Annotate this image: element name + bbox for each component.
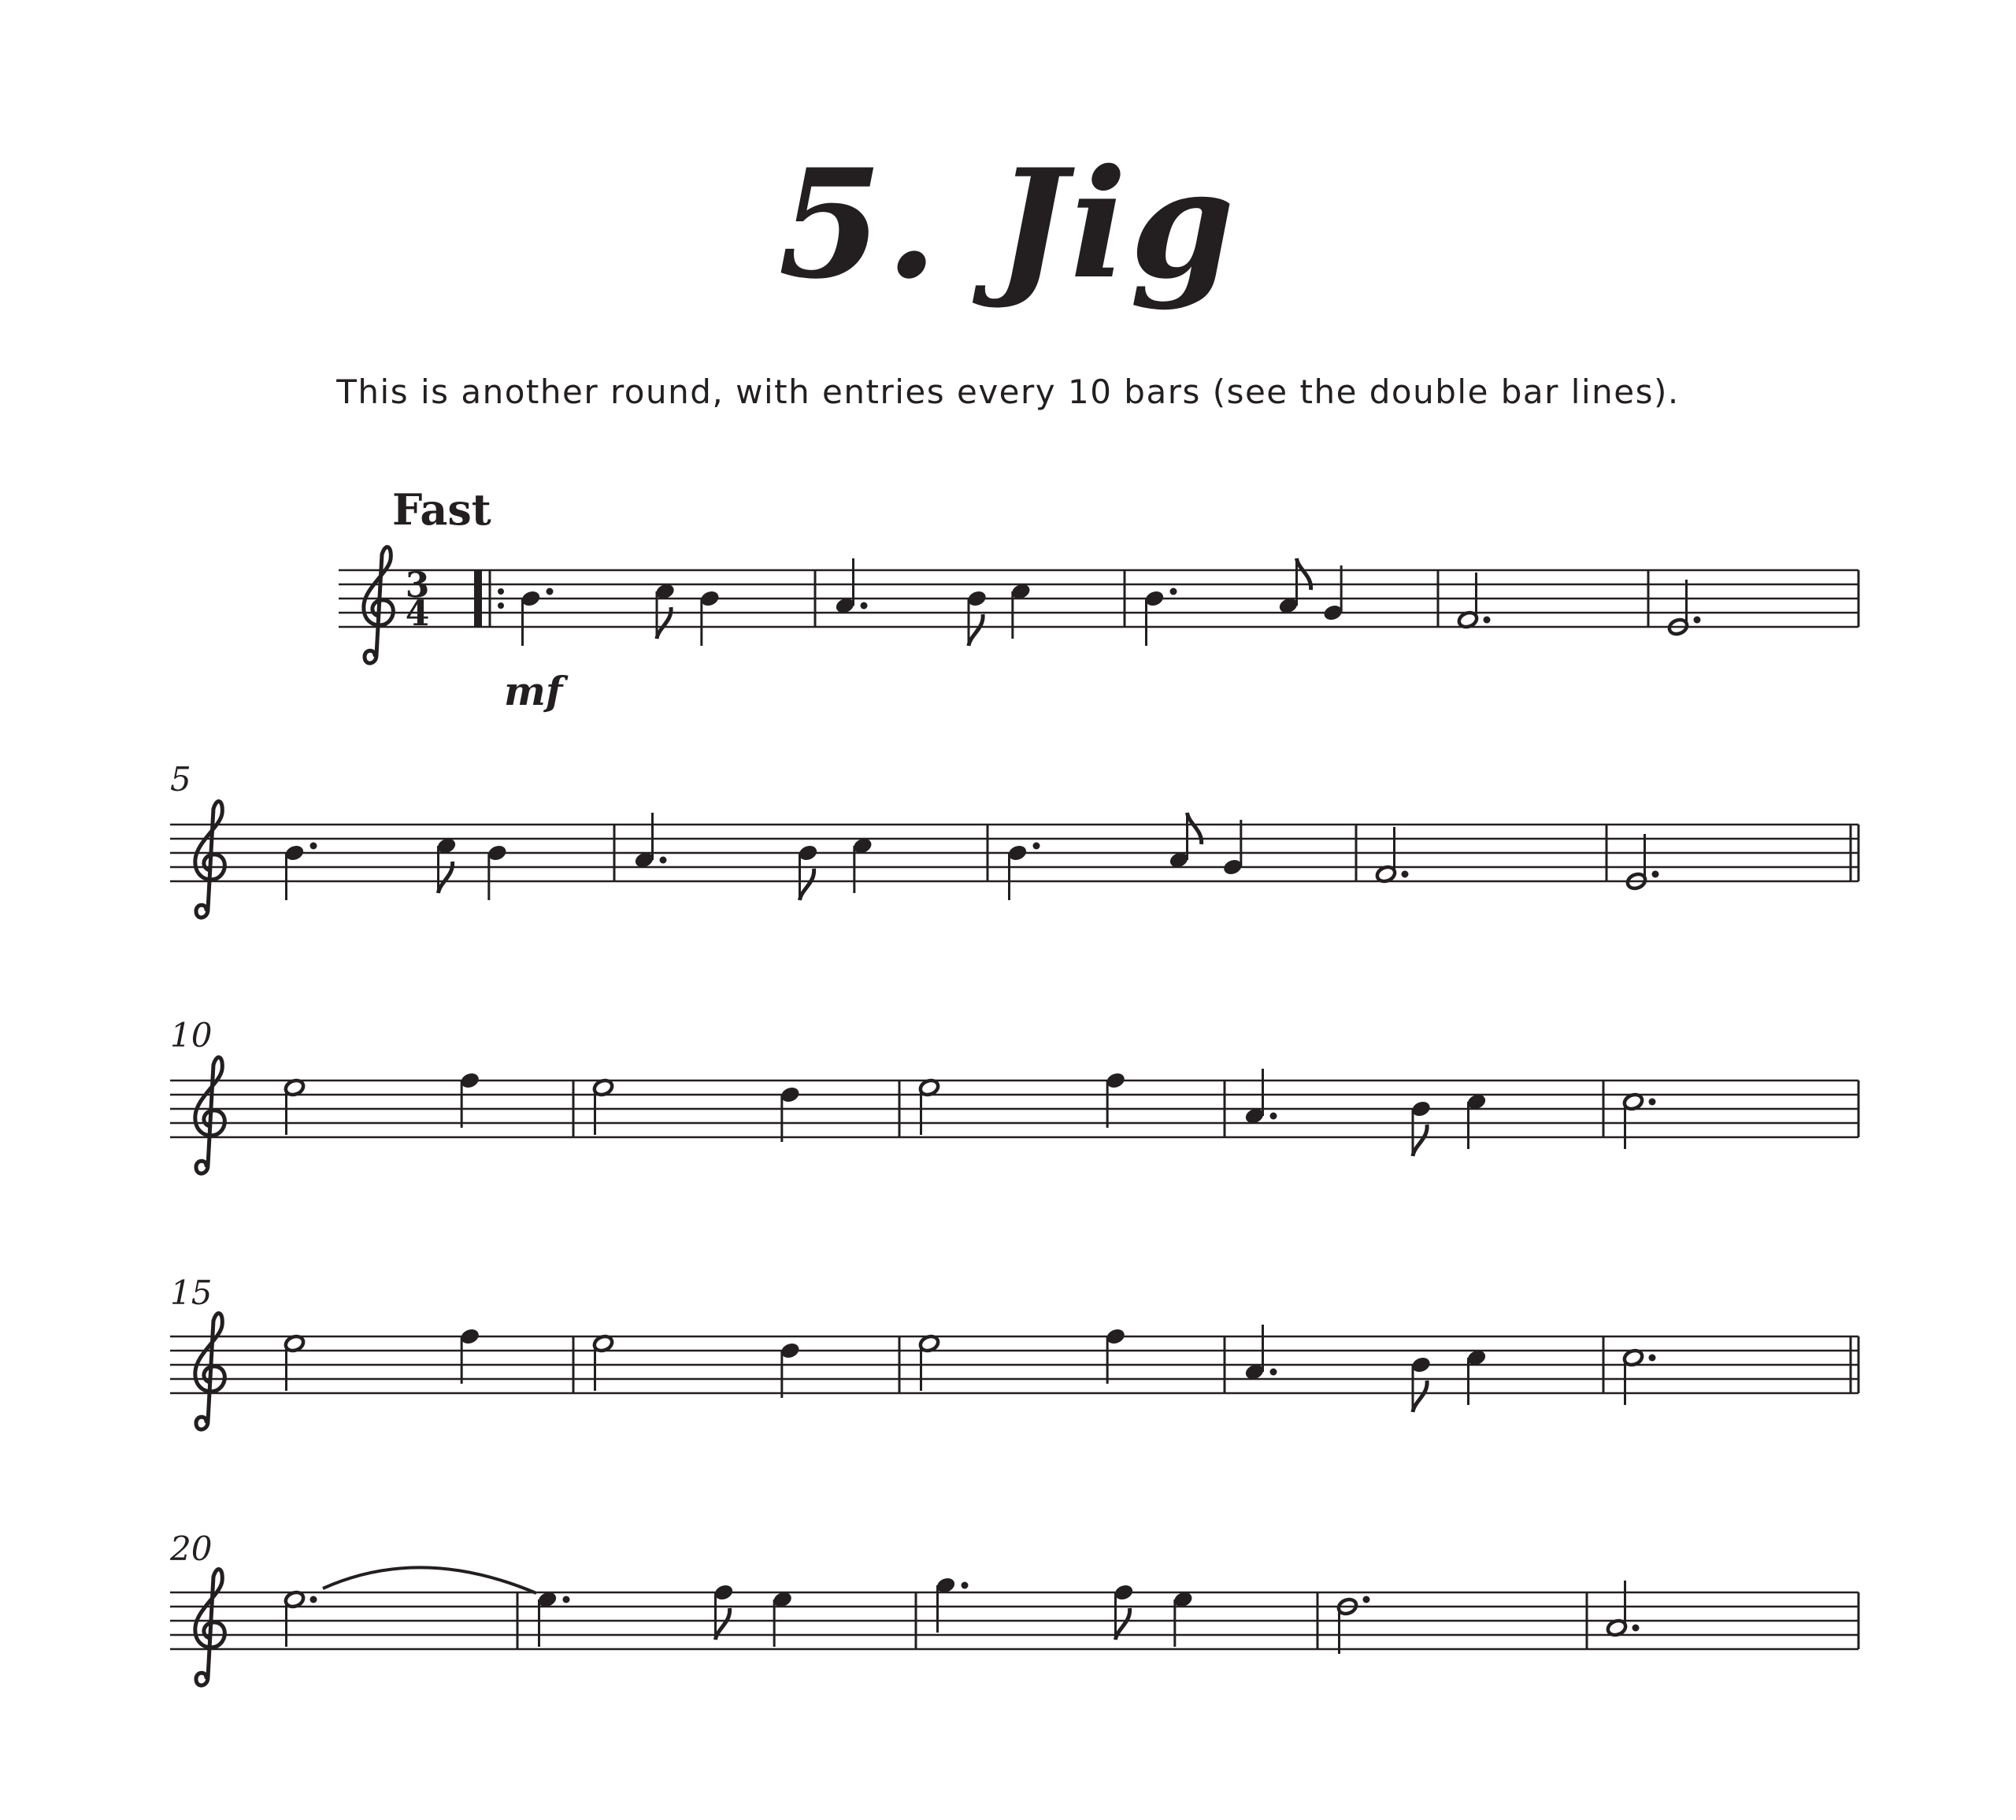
note-flag bbox=[800, 869, 814, 900]
augmentation-dot bbox=[1033, 843, 1040, 850]
note-flag bbox=[1413, 1125, 1427, 1156]
augmentation-dot bbox=[1270, 1369, 1277, 1376]
note bbox=[1277, 558, 1311, 615]
time-signature-top: 3 bbox=[405, 565, 430, 606]
tempo-marking: Fast bbox=[392, 484, 491, 535]
repeat-thick-barline bbox=[474, 570, 482, 627]
note bbox=[966, 589, 988, 646]
augmentation-dot bbox=[1632, 1625, 1640, 1632]
note bbox=[1410, 1355, 1432, 1412]
note-flag bbox=[1413, 1381, 1427, 1412]
augmentation-dot bbox=[310, 1596, 317, 1603]
augmentation-dot bbox=[563, 1596, 570, 1603]
note bbox=[1410, 1099, 1432, 1156]
note bbox=[520, 588, 553, 647]
augmentation-dot bbox=[1402, 871, 1409, 878]
augmentation-dot bbox=[1649, 1355, 1656, 1362]
note bbox=[779, 1085, 801, 1142]
bar-number-20: 20 bbox=[170, 1529, 213, 1568]
note bbox=[772, 1590, 794, 1647]
note bbox=[1667, 580, 1700, 636]
note bbox=[699, 589, 721, 646]
augmentation-dot bbox=[861, 602, 868, 610]
repeat-dot bbox=[498, 602, 504, 609]
augmentation-dot bbox=[547, 588, 554, 595]
treble-clef-icon bbox=[195, 1570, 225, 1685]
note bbox=[935, 1576, 968, 1633]
note bbox=[1625, 834, 1658, 891]
note bbox=[1221, 820, 1243, 877]
note bbox=[284, 1078, 306, 1135]
note bbox=[1243, 1069, 1277, 1125]
dynamic-marking: mf bbox=[504, 668, 563, 714]
note bbox=[1622, 1348, 1655, 1405]
note bbox=[284, 1590, 317, 1647]
augmentation-dot bbox=[1170, 588, 1177, 595]
augmentation-dot bbox=[1652, 871, 1659, 878]
bar-number-5: 5 bbox=[170, 760, 191, 799]
augmentation-dot bbox=[1649, 1099, 1656, 1106]
treble-clef-icon bbox=[195, 1058, 225, 1173]
note bbox=[459, 1071, 481, 1128]
note bbox=[834, 558, 867, 615]
note bbox=[1172, 1590, 1194, 1647]
note bbox=[486, 843, 508, 900]
note bbox=[1336, 1596, 1369, 1655]
note bbox=[1466, 1092, 1488, 1149]
note-flag bbox=[969, 614, 983, 646]
note bbox=[797, 843, 819, 900]
bar-number-10: 10 bbox=[170, 1016, 213, 1055]
augmentation-dot bbox=[310, 843, 317, 850]
treble-clef-icon bbox=[195, 1314, 225, 1429]
note bbox=[1010, 582, 1032, 639]
note bbox=[459, 1327, 481, 1384]
augmentation-dot bbox=[660, 857, 667, 864]
note bbox=[536, 1590, 569, 1647]
note bbox=[713, 1583, 735, 1640]
note bbox=[1606, 1581, 1639, 1637]
note bbox=[1168, 813, 1202, 869]
repeat-dot bbox=[498, 588, 504, 595]
note bbox=[918, 1078, 940, 1135]
treble-clef-icon bbox=[195, 802, 225, 917]
note bbox=[1143, 588, 1177, 647]
augmentation-dot bbox=[1484, 617, 1491, 624]
note bbox=[851, 836, 873, 893]
note bbox=[284, 843, 317, 901]
note bbox=[1113, 1583, 1135, 1640]
note bbox=[284, 1334, 306, 1391]
time-signature-bottom: 4 bbox=[405, 594, 430, 634]
bar-number-15: 15 bbox=[170, 1273, 213, 1312]
note bbox=[633, 813, 666, 869]
instructions-text: This is another round, with entries every 10 bars (see the double bar lines). bbox=[336, 373, 1680, 411]
note bbox=[1243, 1325, 1277, 1381]
note bbox=[1006, 843, 1040, 901]
note bbox=[1466, 1348, 1488, 1405]
note bbox=[1622, 1092, 1655, 1149]
note bbox=[435, 836, 458, 893]
augmentation-dot bbox=[1270, 1113, 1277, 1120]
treble-clef-icon bbox=[364, 547, 394, 663]
note bbox=[1105, 1327, 1127, 1384]
augmentation-dot bbox=[962, 1582, 969, 1589]
note bbox=[918, 1334, 940, 1391]
note bbox=[1105, 1071, 1127, 1128]
note bbox=[1457, 573, 1490, 629]
tie-curve bbox=[323, 1567, 536, 1593]
augmentation-dot bbox=[1694, 617, 1701, 624]
note bbox=[779, 1341, 801, 1398]
note bbox=[1322, 565, 1344, 622]
note bbox=[592, 1078, 614, 1135]
augmentation-dot bbox=[1363, 1596, 1370, 1603]
page-title: 5. Jig bbox=[778, 136, 1238, 312]
note bbox=[1375, 827, 1408, 884]
note bbox=[654, 582, 676, 639]
note bbox=[592, 1334, 614, 1391]
